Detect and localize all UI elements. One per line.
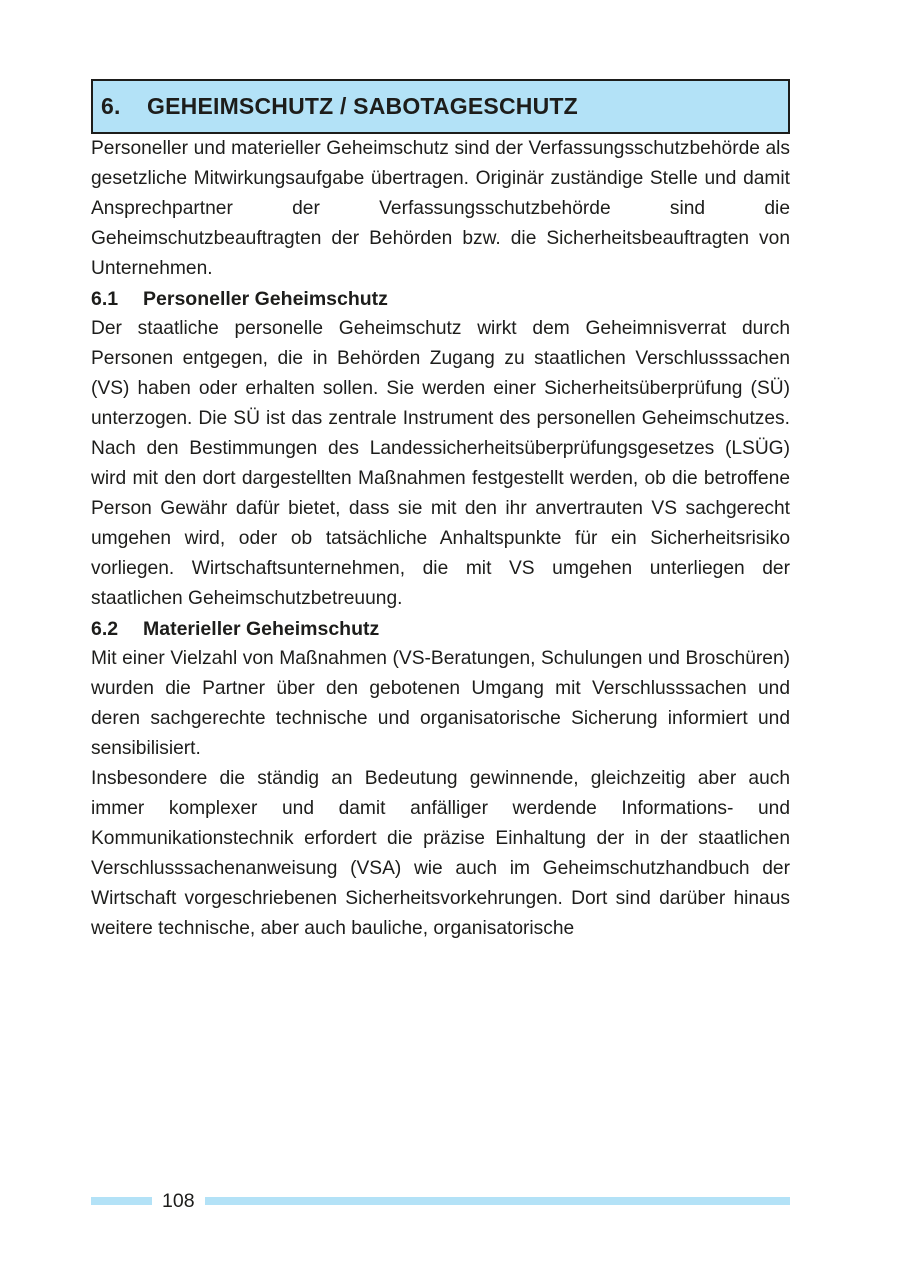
footer-bar-left: [91, 1197, 152, 1205]
page-footer: [91, 1186, 790, 1216]
paragraph: Mit einer Vielzahl von Maßnahmen (VS-Beratungen, Schulungen und Broschüren) wurden die Partner über den gebotenen Umgang mit Verschlusssachen und deren sachgerechte technische und organisatorische Sicherung informiert und sensibilisiert.: [91, 648, 790, 759]
section-title: Materieller Geheimschutz: [143, 618, 380, 640]
chapter-title: GEHEIMSCHUTZ / SABOTAGESCHUTZ: [147, 93, 578, 119]
chapter-number: 6.: [101, 93, 121, 119]
paragraph: Insbesondere die ständig an Bedeutung gewinnende, gleichzeitig aber auch immer komplexer und damit anfälliger werdende Informations- und Kommunikationstechnik erfordert die präzise Einhaltung der in der staatlichen Verschlusssachenanweisung (VSA) wie auch im Geheimschutzhandbuch der Wirtschaft vorgeschriebenen Sicherheitsvorkehrungen. Dort sind darüber hinaus weitere technische, aber auch bauliche, organisatorische: [91, 768, 790, 939]
page-number: 108: [162, 1190, 195, 1212]
paragraph: Der staatliche personelle Geheimschutz wirkt dem Geheimnisverrat durch Personen entgegen, die in Behörden Zugang zu staatlichen Verschlusssachen (VS) haben oder erhalten sollen. Sie werden einer Sicherheitsüberprüfung (SÜ) unterzogen. Die SÜ ist das zentrale Instrument des personellen Geheimschutzes. Nach den Bestimmungen des Landessicherheitsüberprüfungsgesetzes (LSÜG) wird mit den dort dargestellten Maßnahmen festgestellt werden, ob die betroffene Person Gewähr dafür bietet, dass sie mit den ihr anvertrauten VS sachgerecht umgehen wird, oder ob tatsächliche Anhaltspunkte für ein Sicherheitsrisiko vorliegen. Wirtschaftsunternehmen, die mit VS umgehen unterliegen der staatlichen Geheimschutzbetreuung.: [91, 318, 790, 609]
section-heading-6-2: [91, 614, 790, 644]
section-number: 6.1: [91, 288, 119, 310]
intro-paragraph: Personeller und materieller Geheimschutz sind der Verfassungsschutzbehörde als gesetzliche Mitwirkungsaufgabe übertragen. Originär zuständige Stelle und damit Ansprechpartner der Verfassungsschutzbehörde sind die Geheimschutzbeauftragten der Behörden bzw. die Sicherheitsbeauftragten von Unternehmen.: [91, 138, 790, 279]
page-content: [91, 79, 790, 944]
section-title: Personeller Geheimschutz: [143, 288, 388, 310]
section-heading-6-1: [91, 284, 790, 314]
section-number: 6.2: [91, 618, 119, 640]
chapter-heading: [91, 79, 790, 134]
footer-bar-right: [205, 1197, 790, 1205]
